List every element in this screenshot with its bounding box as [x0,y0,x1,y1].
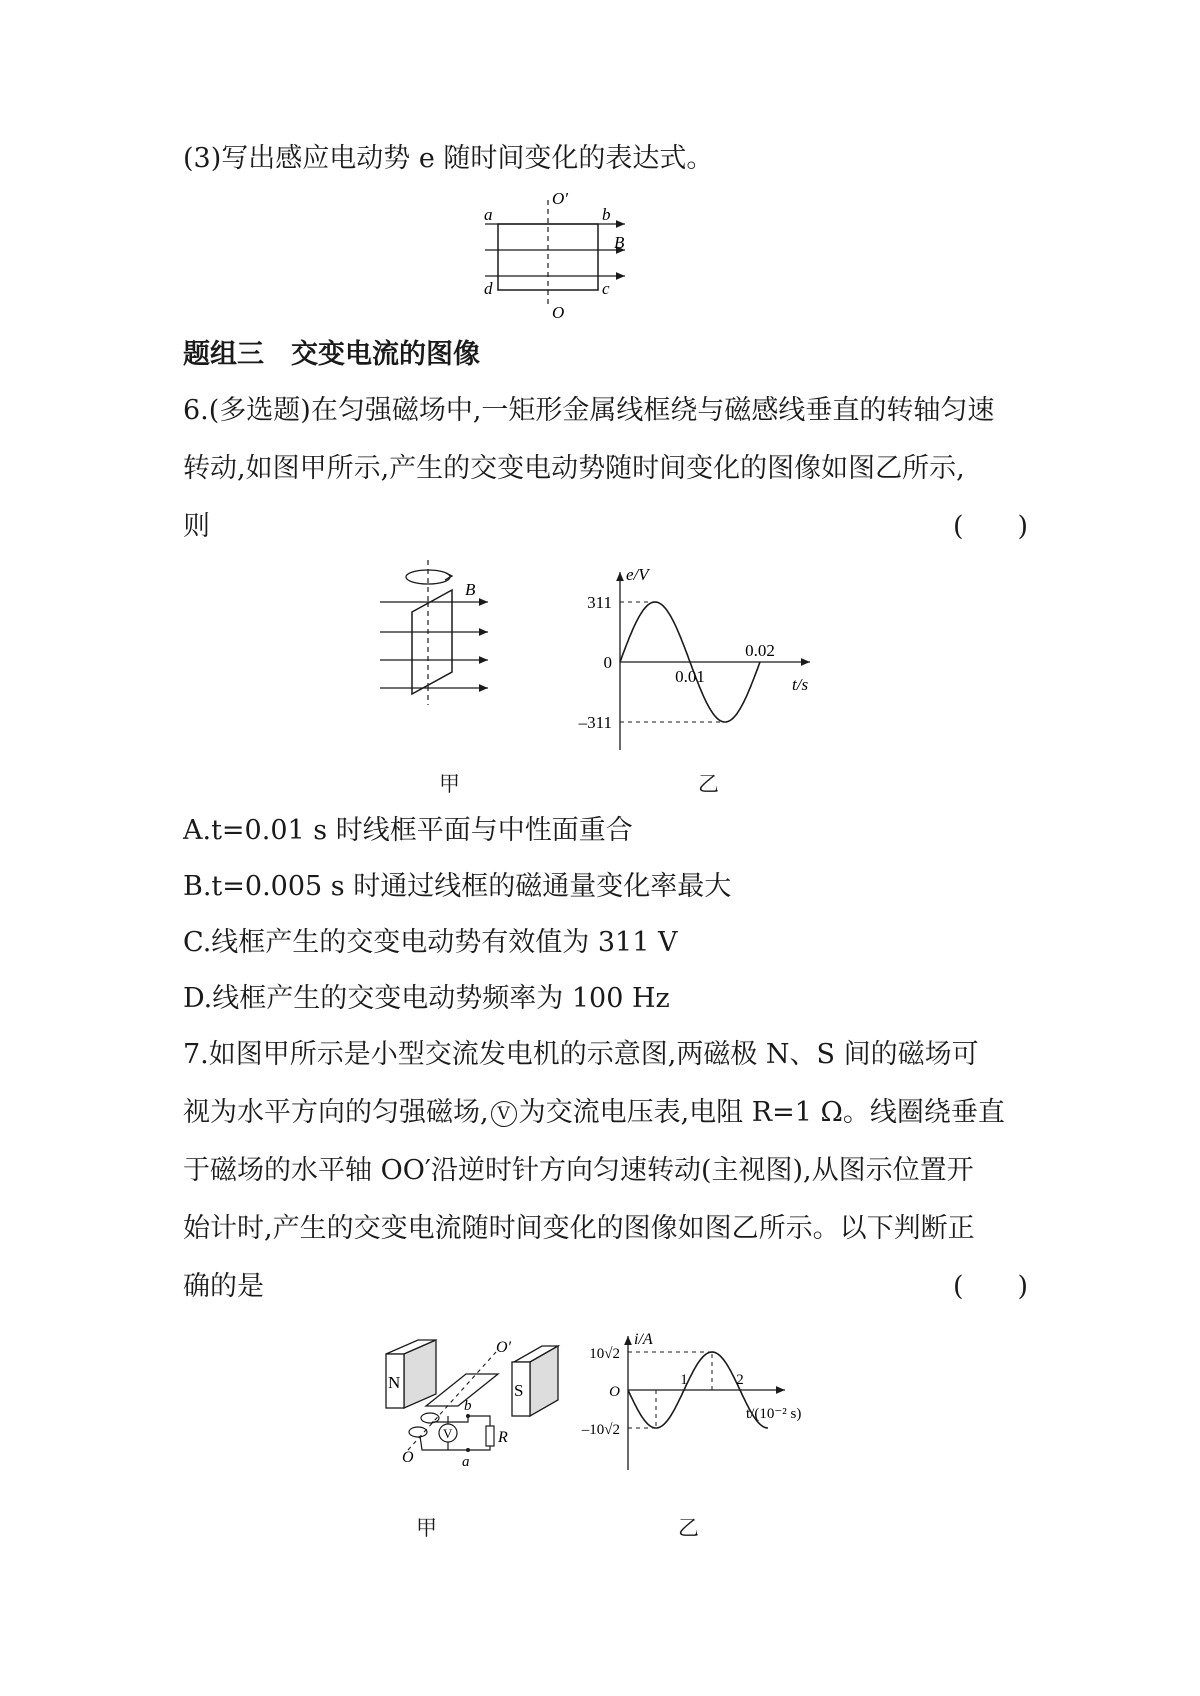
question-3-text: (3)写出感应电动势 e 随时间变化的表达式。 [183,143,714,174]
q6-figure-jia [380,560,510,710]
voltmeter-symbol: V [491,1101,517,1127]
label-b: b [602,205,611,224]
q7-line-2a: 视为水平方向的匀强磁场, [183,1097,489,1128]
y-tick-zero: 0 [603,653,612,672]
y-tick-min: –311 [578,713,612,732]
x-axis-label: t/s [792,675,809,694]
q7-answer-paren: ( ) [953,1271,1029,1302]
caption-jia-7: 甲 [416,1516,437,1540]
x-tick-2: 2 [736,1372,744,1388]
y-axis-label: i/A [634,1331,653,1348]
y-tick-min: –10√2 [581,1422,620,1438]
label-v: V [443,1426,453,1441]
y-tick-zero: O [609,1384,620,1400]
label-n: N [388,1373,401,1392]
q6-line-2: 转动,如图甲所示,产生的交变电动势随时间变化的图像如图乙所示, [183,453,965,484]
q7-figure-jia [378,1332,588,1512]
q3-figure [480,190,640,325]
y-tick-max: 311 [587,593,612,612]
q6-option-c: C.线框产生的交变电动势有效值为 311 V [183,927,678,958]
caption-yi-7: 乙 [678,1516,699,1540]
q6-option-a: A.t=0.01 s 时线框平面与中性面重合 [183,815,633,846]
q7-line-2b: 为交流电压表,电阻 R=1 Ω。线圈绕垂直 [518,1097,1005,1128]
q7-line-2 [183,1094,1005,1132]
label-o: O [402,1449,414,1466]
x-tick-2: 0.02 [745,641,775,660]
q7-line-1: 7.如图甲所示是小型交流发电机的示意图,两磁极 N、S 间的磁场可 [183,1039,979,1070]
x-axis-label: t/(10⁻² s) [746,1406,802,1422]
label-s: S [514,1381,524,1400]
label-d: d [484,279,493,298]
label-r: R [498,1429,508,1446]
label-o: O [552,303,565,322]
label-a: a [462,1454,470,1470]
caption-yi: 乙 [698,772,719,796]
q6-option-b: B.t=0.005 s 时通过线框的磁通量变化率最大 [183,871,732,902]
q7-line-3: 于磁场的水平轴 OO′沿逆时针方向匀速转动(主视图),从图示位置开 [183,1155,974,1186]
q6-answer-paren: ( ) [953,511,1029,542]
label-a: a [484,205,493,224]
q6-line-3: 则 [183,511,210,542]
x-tick-1: 1 [680,1372,688,1388]
label-B: B [614,233,625,252]
label-o-prime: O′ [496,1339,512,1356]
q7-line-5: 确的是 [183,1271,264,1302]
q7-line-4: 始计时,产生的交变电流随时间变化的图像如图乙所示。以下判断正 [183,1213,975,1244]
x-tick-1: 0.01 [675,667,705,686]
label-o-prime: O′ [552,189,568,208]
label-c: c [602,279,610,298]
q6-line-1: 6.(多选题)在匀强磁场中,一矩形金属线框绕与磁感线垂直的转轴匀速 [183,395,995,426]
q6-option-d: D.线框产生的交变电动势频率为 100 Hz [183,983,670,1014]
rotating-frame [412,590,452,694]
label-B: B [465,580,476,599]
section-heading: 题组三 交变电流的图像 [183,339,480,370]
q7-chart-yi [580,1330,810,1490]
caption-jia: 甲 [439,772,460,796]
resistor-r [486,1426,494,1446]
label-b: b [464,1398,472,1414]
y-tick-max: 10√2 [589,1346,620,1362]
y-axis-label: e/V [626,565,649,584]
q6-chart-yi [560,560,820,770]
